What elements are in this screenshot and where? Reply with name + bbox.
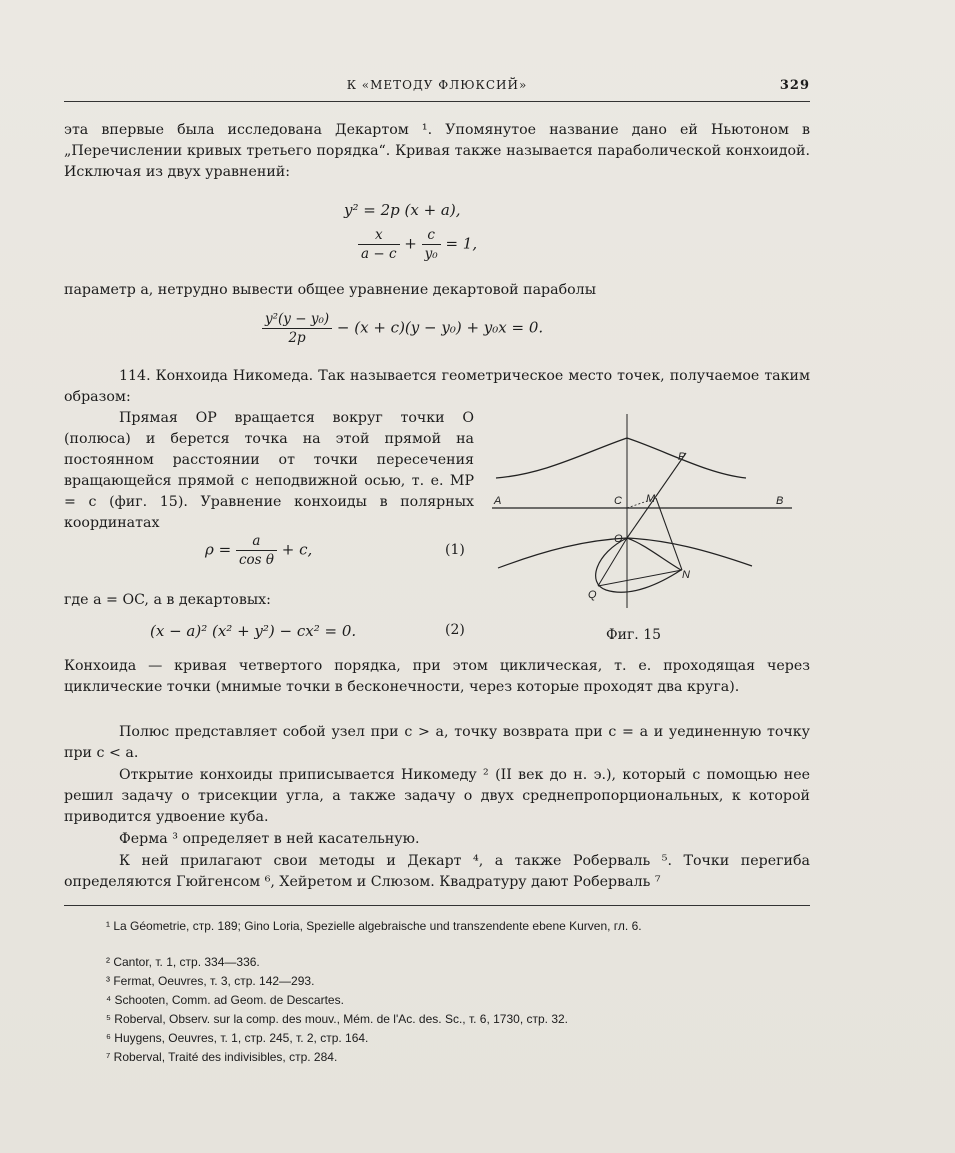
equation-number-1: (1) — [445, 542, 465, 558]
equation-polar: ρ = $\frac{a}{\text{cos θ}}$ + c, — [205, 533, 313, 568]
label-a: A — [494, 495, 502, 507]
footnote-7: ⁷ Roberval, Traité des indivisibles, стр. 284. — [106, 1050, 338, 1064]
equation-cartesian-parabola: $\frac{\text{y²(y − y₀)}}{2p}$ − (x + c)(y − y₀) + y₀x = 0. — [262, 310, 543, 347]
label-o: O — [614, 533, 623, 545]
footnote-1: ¹ La Géometrie, стр. 189; Gino Loria, Spezielle algebraische und transzendente ebene Kurven, гл. 6. — [106, 919, 642, 933]
header-rule — [64, 101, 810, 102]
page-number: 329 — [779, 78, 810, 93]
paragraph-6: Конхоида — кривая четвертого порядка, при этом циклическая, т. е. проходящая через циклические точки (мнимые точки в бесконечности, через которые проходят два круга). — [64, 658, 810, 695]
equation-cartesian-conchoid: (x − a)² (x² + y²) − cx² = 0. — [150, 622, 357, 640]
label-n: N — [682, 569, 690, 581]
footnote-4: ⁴ Schooten, Comm. ad Geom. de Descartes. — [106, 993, 344, 1007]
footnote-rule — [64, 905, 810, 906]
paragraph-4: Прямая OP вращается вокруг точки O (полюса) и берется точка на этой прямой на постоянном расстоянии от точки пересечения вращающейся прямой с неподвижной осью, т. е. MP = c (фиг. 15). Уравнение конхоиды в полярных координатах — [64, 410, 474, 531]
equation-parabola: y² = 2p (x + a), — [344, 201, 461, 219]
label-q: Q — [588, 589, 597, 601]
label-c: C — [614, 495, 622, 507]
fraction-2: $\frac{c}{\text{y₀}}$ — [422, 226, 441, 263]
footnote-6: ⁶ Huygens, Oeuvres, т. 1, стр. 245, т. 2, стр. 164. — [106, 1031, 369, 1045]
footnote-5: ⁵ Roberval, Observ. sur la comp. des mouv., Mém. de l'Ac. des. Sc., т. 6, 1730, стр. 32. — [106, 1012, 569, 1026]
paragraph-1: эта впервые была исследована Декартом ¹. Упомянутое название дано ей Ньютоном в „Перечислении кривых третьего порядка“. Кривая также называется параболической конхоидой. Исключая из двух уравнений: — [64, 122, 810, 180]
paragraph-10: К ней прилагают свои методы и Декарт ⁴, а также Роберваль ⁵. Точки перегиба определяются Гюйгенсом ⁶, Хейретом и Слюзом. Квадратуру дают Роберваль ⁷ — [64, 853, 810, 890]
line-qn — [598, 570, 682, 586]
paragraph-7: Полюс представляет собой узел при c > a, точку возврата при c = a и уединенную точку при c < a. — [64, 724, 810, 761]
lower-branch — [498, 538, 752, 568]
label-b: B — [776, 495, 784, 507]
paragraph-3-section-114: 114. Конхоида Никомеда. Так называется геометрическое место точек, получаемое таким образом: — [64, 368, 810, 405]
line-oq — [598, 538, 627, 586]
label-p: P — [678, 451, 686, 463]
fraction-3: $\frac{\text{y²(y − y₀)}}{2p}$ — [262, 310, 332, 347]
equation-number-2: (2) — [445, 622, 465, 638]
equation-line: $\frac{x}{a - c}$ + $\frac{c}{\text{y₀}}$ = 1, — [358, 226, 477, 263]
running-title: К «МЕТОДУ ФЛЮКСИЙ» — [346, 78, 528, 92]
fraction-4: $\frac{a}{\text{cos θ}}$ — [236, 532, 277, 569]
figure-caption: Фиг. 15 — [606, 627, 662, 643]
footnote-2: ² Cantor, т. 1, стр. 334—336. — [106, 955, 260, 969]
conchoid-diagram — [486, 408, 816, 628]
paragraph-2: параметр a, нетрудно вывести общее уравнение декартовой параболы — [64, 282, 596, 298]
paragraph-8: Открытие конхоиды приписывается Никомеду ² (II век до н. э.), который с помощью нее решил задачу о трисекции угла, а также задачу о двух среднепропорциональных, к которой приводится удвоение куба. — [64, 767, 810, 825]
upper-branch — [496, 438, 746, 478]
line-op — [627, 453, 686, 538]
paragraph-9: Ферма ³ определяет в ней касательную. — [119, 831, 420, 847]
line-mn — [656, 498, 682, 570]
paragraph-5: где a = OC, а в декартовых: — [64, 592, 271, 608]
figure-15 — [486, 408, 816, 628]
footnote-3: ³ Fermat, Oeuvres, т. 3, стр. 142—293. — [106, 974, 315, 988]
label-m: M — [646, 493, 656, 505]
fraction-1: $\frac{x}{a - c}$ — [358, 226, 400, 263]
